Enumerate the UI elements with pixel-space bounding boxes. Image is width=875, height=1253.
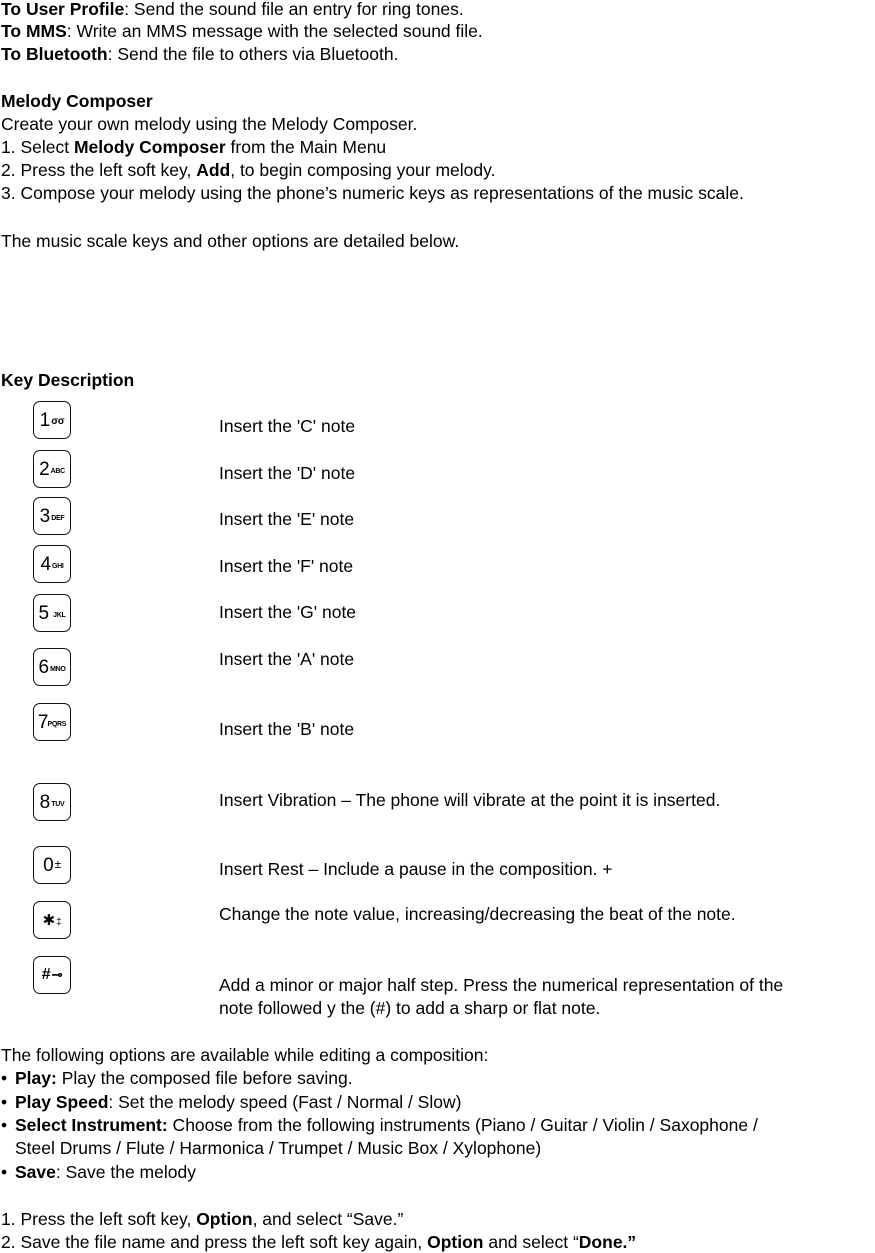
key-desc-half-step-cont: note followed y the (#) to add a sharp or flat note.	[219, 998, 601, 1018]
step-bold: Add	[196, 160, 231, 180]
key-desc-b: Insert the 'B' note	[219, 719, 355, 739]
option-play-speed	[1, 1091, 461, 1113]
key-number: 0	[43, 854, 53, 876]
bullet-icon: •	[1, 1115, 8, 1135]
share-option-user-profile	[1, 0, 464, 20]
key-number: 1	[39, 409, 50, 431]
option-label: Play Speed	[15, 1092, 109, 1112]
key-letters: ‡	[56, 917, 62, 928]
key-desc-g: Insert the 'G' note	[219, 602, 357, 622]
option-select-instrument-cont: Steel Drums / Flute / Harmonica / Trumpet / Music Box / Xylophone)	[15, 1138, 542, 1158]
key-number: 7	[37, 711, 48, 733]
key-letters: GHI	[52, 563, 64, 570]
step-text: 1. Select	[1, 137, 74, 157]
key-number: 8	[39, 791, 50, 813]
key-description-heading	[1, 369, 134, 391]
step-text: , to begin composing your melody.	[230, 160, 496, 180]
key-number: 3	[39, 505, 50, 527]
option-text: Choose from the following instruments (Piano / Guitar / Violin / Saxophone /	[167, 1115, 758, 1135]
option-text: : Save the melody	[55, 1162, 196, 1182]
option-text: : Set the melody speed (Fast / Normal / Slow)	[108, 1092, 462, 1112]
key-letters: MNO	[50, 666, 66, 673]
option-select-instrument	[1, 1114, 758, 1136]
option-text: : Send the sound file an entry for ring tones.	[124, 0, 464, 19]
key-number: 4	[40, 553, 51, 575]
key-4-ghi-icon	[33, 545, 71, 583]
key-number: 6	[38, 656, 49, 678]
bullet-icon: •	[1, 1068, 8, 1088]
option-label: Select Instrument:	[15, 1115, 168, 1135]
option-play	[1, 1067, 353, 1089]
key-letters: DEF	[51, 515, 65, 522]
key-number: 2	[39, 458, 49, 480]
step-text: 2. Press the left soft key,	[1, 160, 197, 180]
bullet-icon: •	[1, 1162, 8, 1182]
step-bold: Option	[196, 1209, 253, 1229]
key-8-tuv-icon	[33, 783, 71, 821]
key-letters: ABC	[50, 468, 65, 475]
key-hash-lock-icon	[33, 956, 71, 994]
step-text: , and select “Save.”	[252, 1209, 404, 1229]
melody-composer-intro: Create your own melody using the Melody Composer.	[1, 114, 418, 134]
step-text: and select “	[483, 1232, 579, 1252]
melody-composer-heading	[1, 90, 153, 112]
key-number: #	[41, 966, 50, 983]
option-label: To Bluetooth	[1, 44, 108, 64]
key-letters: ⊸	[51, 967, 63, 982]
share-option-mms	[1, 20, 483, 42]
key-desc-note-value: Change the note value, increasing/decreasing the beat of the note.	[219, 904, 736, 924]
key-5-jkl-icon	[33, 594, 71, 632]
key-0-space-icon	[33, 846, 71, 884]
option-label: To MMS	[1, 21, 67, 41]
key-6-mno-icon	[33, 648, 71, 686]
option-text: : Write an MMS message with the selected sound file.	[66, 21, 483, 41]
heading-text: Melody Composer	[1, 91, 153, 111]
key-number: ✱	[42, 911, 55, 929]
key-desc-d: Insert the 'D' note	[219, 463, 356, 483]
key-desc-a: Insert the 'A' note	[219, 649, 355, 669]
option-label: Play:	[15, 1068, 57, 1088]
melody-step-2	[1, 159, 495, 181]
melody-step-3: 3. Compose your melody using the phone’s numeric keys as representations of the music scale.	[1, 183, 744, 203]
key-7-pqrs-icon	[33, 703, 71, 741]
key-3-def-icon	[33, 497, 71, 535]
key-desc-e: Insert the 'E' note	[219, 509, 355, 529]
step-text: 2. Save the file name and press the left soft key again,	[1, 1232, 428, 1252]
step-text: 1. Press the left soft key,	[1, 1209, 197, 1229]
share-option-bluetooth	[1, 43, 398, 65]
key-letters: σσ	[51, 416, 65, 427]
melody-note: The music scale keys and other options are detailed below.	[1, 231, 460, 251]
key-letters: JKL	[53, 612, 66, 619]
option-label: Save	[15, 1162, 56, 1182]
key-desc-f: Insert the 'F' note	[219, 556, 354, 576]
option-save	[1, 1161, 196, 1183]
key-desc-vibration: Insert Vibration – The phone will vibrate at the point it is inserted.	[219, 790, 721, 810]
option-text: : Send the file to others via Bluetooth.	[107, 44, 399, 64]
key-desc-c: Insert the 'C' note	[219, 416, 356, 436]
key-desc-half-step: Add a minor or major half step. Press the numerical representation of the	[219, 975, 784, 995]
step-bold: Done.”	[578, 1232, 637, 1252]
heading-text: Key Description	[1, 370, 135, 390]
option-text: Play the composed file before saving.	[56, 1068, 353, 1088]
key-letters: ±	[54, 857, 61, 871]
step-bold: Option	[427, 1232, 484, 1252]
melody-step-1	[1, 136, 386, 158]
option-label: To User Profile	[1, 0, 125, 19]
key-2-abc-icon	[33, 450, 71, 488]
save-step-2	[1, 1231, 636, 1253]
key-letters: TUV	[51, 801, 65, 808]
editing-options-intro: The following options are available while editing a composition:	[1, 1045, 489, 1065]
key-number: 5	[38, 602, 49, 624]
key-1-voicemail-icon	[33, 401, 71, 439]
step-bold: Melody Composer	[73, 137, 226, 157]
key-desc-rest: Insert Rest – Include a pause in the composition. +	[219, 859, 613, 879]
bullet-icon: •	[1, 1092, 8, 1112]
key-letters: PQRS	[47, 721, 67, 728]
step-text: from the Main Menu	[225, 137, 387, 157]
save-step-1	[1, 1208, 403, 1230]
key-star-icon	[33, 901, 71, 939]
